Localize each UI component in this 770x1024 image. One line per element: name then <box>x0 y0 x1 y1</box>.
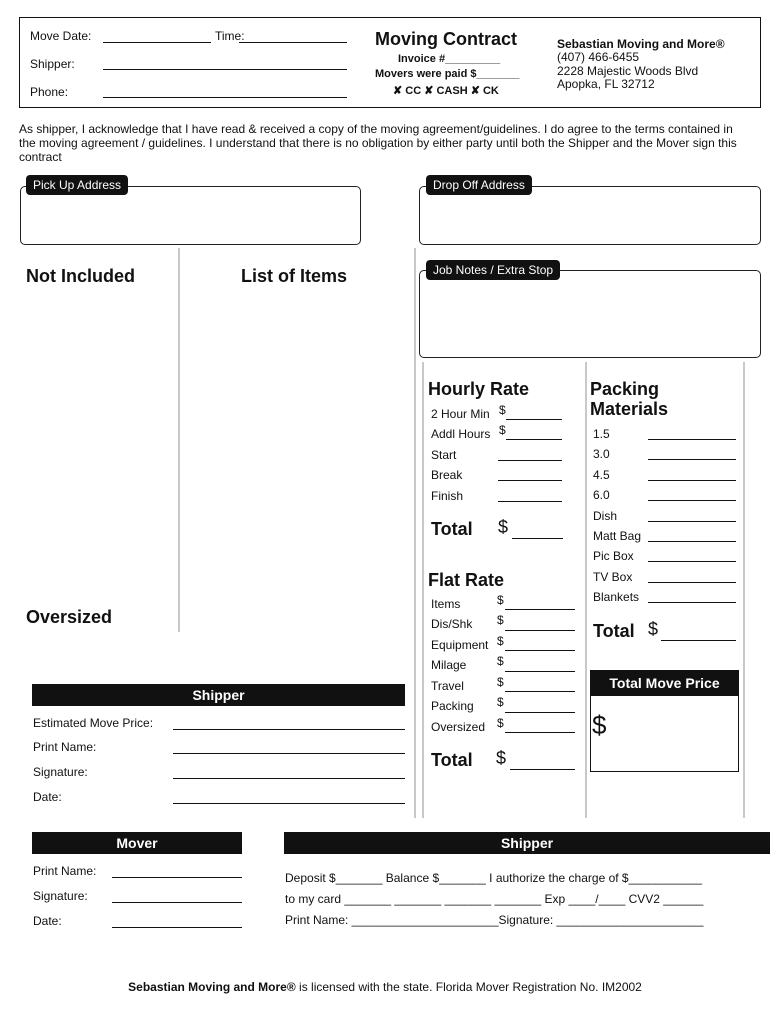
shipper-signature-field[interactable] <box>173 778 405 779</box>
dollar-sign: $ <box>496 748 507 768</box>
dollar-sign: $ <box>498 517 509 537</box>
packing-field[interactable] <box>648 459 736 460</box>
packing-field[interactable] <box>648 439 736 440</box>
packing-row-label: TV Box <box>593 570 633 584</box>
packing-field[interactable] <box>648 561 736 562</box>
packing-field[interactable] <box>648 541 736 542</box>
dollar-sign: $ <box>497 613 504 627</box>
movers-paid-field[interactable]: Movers were paid $_______ <box>375 68 520 80</box>
packing-row-label: 1.5 <box>593 427 610 441</box>
items-divider <box>178 248 180 632</box>
card-info-line[interactable]: to my card _______ _______ _______ _______ Exp ____/____ CVV2 ______ <box>285 892 704 906</box>
move-date-field[interactable] <box>103 42 211 43</box>
job-notes-box[interactable] <box>419 270 761 358</box>
flat-field[interactable] <box>505 691 575 692</box>
packing-row-label: Dish <box>593 509 618 523</box>
hourly-field[interactable] <box>498 480 562 481</box>
invoice-field[interactable]: Invoice #_________ <box>398 53 501 65</box>
mover-row-label: Print Name: <box>33 864 97 878</box>
shipper-row-label: Estimated Move Price: <box>33 716 154 730</box>
flat-row-label: Oversized <box>431 720 486 734</box>
mover-date-field[interactable] <box>112 927 242 928</box>
flat-row-label: Equipment <box>431 638 489 652</box>
shipper-print-name-field[interactable] <box>173 753 405 754</box>
flat-field[interactable] <box>505 650 575 651</box>
packing-row-label: 4.5 <box>593 468 610 482</box>
flat-field[interactable] <box>505 712 575 713</box>
flat-field[interactable] <box>505 671 575 672</box>
flat-row-label: Items <box>431 597 461 611</box>
dollar-sign: $ <box>497 716 504 730</box>
packing-total-label: Total <box>593 621 635 641</box>
dollar-sign: $ <box>497 675 504 689</box>
dollar-sign: $ <box>499 423 506 437</box>
dollar-sign: $ <box>497 695 504 709</box>
middle-divider <box>414 248 416 818</box>
dollar-sign: $ <box>592 710 607 740</box>
flat-rate-heading: Flat Rate <box>428 570 505 590</box>
shipper-payment-title: Shipper <box>284 832 770 854</box>
oversized-heading: Oversized <box>26 607 113 627</box>
hourly-field[interactable] <box>506 419 562 420</box>
phone-field[interactable] <box>103 97 347 98</box>
flat-row-label: Dis/Shk <box>431 617 473 631</box>
shipper-row-label: Signature: <box>33 765 88 779</box>
flat-field[interactable] <box>505 609 575 610</box>
rate-right-border <box>743 362 745 818</box>
page-title: Moving Contract <box>375 29 517 49</box>
flat-total-label: Total <box>431 750 473 770</box>
packing-field[interactable] <box>648 521 736 522</box>
shipper-section-title: Shipper <box>32 684 405 706</box>
shipper-row-label: Print Name: <box>33 740 97 754</box>
dollar-sign: $ <box>497 634 504 648</box>
move-date-label: Move Date: <box>30 29 92 43</box>
company-address-line1: 2228 Majestic Woods Blvd <box>557 64 699 78</box>
packing-row-label: Pic Box <box>593 549 634 563</box>
deposit-balance-line[interactable]: Deposit $_______ Balance $_______ I authorize the charge of $___________ <box>285 871 703 885</box>
dollar-sign: $ <box>497 654 504 668</box>
footer-license <box>0 980 770 994</box>
packing-row-label: Matt Bag <box>593 529 642 543</box>
phone-label: Phone: <box>30 85 69 99</box>
mover-section-title: Mover <box>32 832 242 854</box>
hourly-total-field[interactable] <box>512 538 563 539</box>
hourly-row-label: Finish <box>431 489 464 503</box>
job-notes-label: Job Notes / Extra Stop <box>426 260 560 280</box>
hourly-row-label: Break <box>431 468 463 482</box>
dollar-sign: $ <box>499 403 506 417</box>
flat-row-label: Milage <box>431 658 467 672</box>
payment-methods: ✘ CC ✘ CASH ✘ CK <box>393 85 499 97</box>
mover-row-label: Date: <box>33 914 62 928</box>
rate-divider <box>585 362 587 818</box>
hourly-total-label: Total <box>431 519 473 539</box>
packing-heading-line1: Packing <box>590 379 660 399</box>
packing-field[interactable] <box>648 582 736 583</box>
shipper-date-field[interactable] <box>173 803 405 804</box>
acknowledgement-text: As shipper, I acknowledge that I have read & received a copy of the moving agreement/guidelines. I do agree to the terms contained in the moving agreement / guidelines. I understand that there is no obligation by either party until both the Shipper and the Mover sign this contract <box>19 122 737 164</box>
flat-row-label: Travel <box>431 679 464 693</box>
not-included-heading: Not Included <box>26 266 135 286</box>
time-label: Time: <box>215 29 245 43</box>
company-name: Sebastian Moving and More® <box>557 37 725 51</box>
flat-row-label: Packing <box>431 699 474 713</box>
dollar-sign: $ <box>648 619 659 639</box>
dropoff-address-label: Drop Off Address <box>426 175 532 195</box>
flat-field[interactable] <box>505 732 575 733</box>
list-of-items-heading: List of Items <box>241 266 348 286</box>
company-address-line2: Apopka, FL 32712 <box>557 77 655 91</box>
pickup-address-label: Pick Up Address <box>26 175 128 195</box>
mover-signature-field[interactable] <box>112 902 242 903</box>
payment-signature-line[interactable]: Print Name: ______________________Signature: ______________________ <box>285 913 704 927</box>
footer-license-text: is licensed with the state. Florida Mover Registration No. IM2002 <box>295 980 642 994</box>
hourly-field[interactable] <box>506 439 562 440</box>
hourly-row-label: Addl Hours <box>431 427 491 441</box>
total-move-price-label: Total Move Price <box>590 670 739 696</box>
hourly-row-label: 2 Hour Min <box>431 407 490 421</box>
flat-total-field[interactable] <box>510 769 575 770</box>
company-phone: (407) 466-6455 <box>557 50 640 64</box>
footer-company-name: Sebastian Moving and More® <box>128 980 296 994</box>
packing-row-label: 6.0 <box>593 488 610 502</box>
packing-total-field[interactable] <box>661 640 736 641</box>
shipper-field[interactable] <box>103 69 347 70</box>
hourly-rate-heading: Hourly Rate <box>428 379 530 399</box>
flat-field[interactable] <box>505 630 575 631</box>
hourly-field[interactable] <box>498 501 562 502</box>
packing-field[interactable] <box>648 602 736 603</box>
packing-row-label: Blankets <box>593 590 640 604</box>
hourly-row-label: Start <box>431 448 457 462</box>
shipper-label: Shipper: <box>30 57 75 71</box>
time-field[interactable] <box>239 42 347 43</box>
mover-print-name-field[interactable] <box>112 877 242 878</box>
mover-row-label: Signature: <box>33 889 88 903</box>
packing-field[interactable] <box>648 500 736 501</box>
rate-left-border <box>422 362 424 818</box>
hourly-field[interactable] <box>498 460 562 461</box>
packing-row-label: 3.0 <box>593 447 610 461</box>
packing-field[interactable] <box>648 480 736 481</box>
packing-heading-line2: Materials <box>590 399 669 419</box>
shipper-row-label: Date: <box>33 790 62 804</box>
estimated-move-price-field[interactable] <box>173 729 405 730</box>
dollar-sign: $ <box>497 593 504 607</box>
